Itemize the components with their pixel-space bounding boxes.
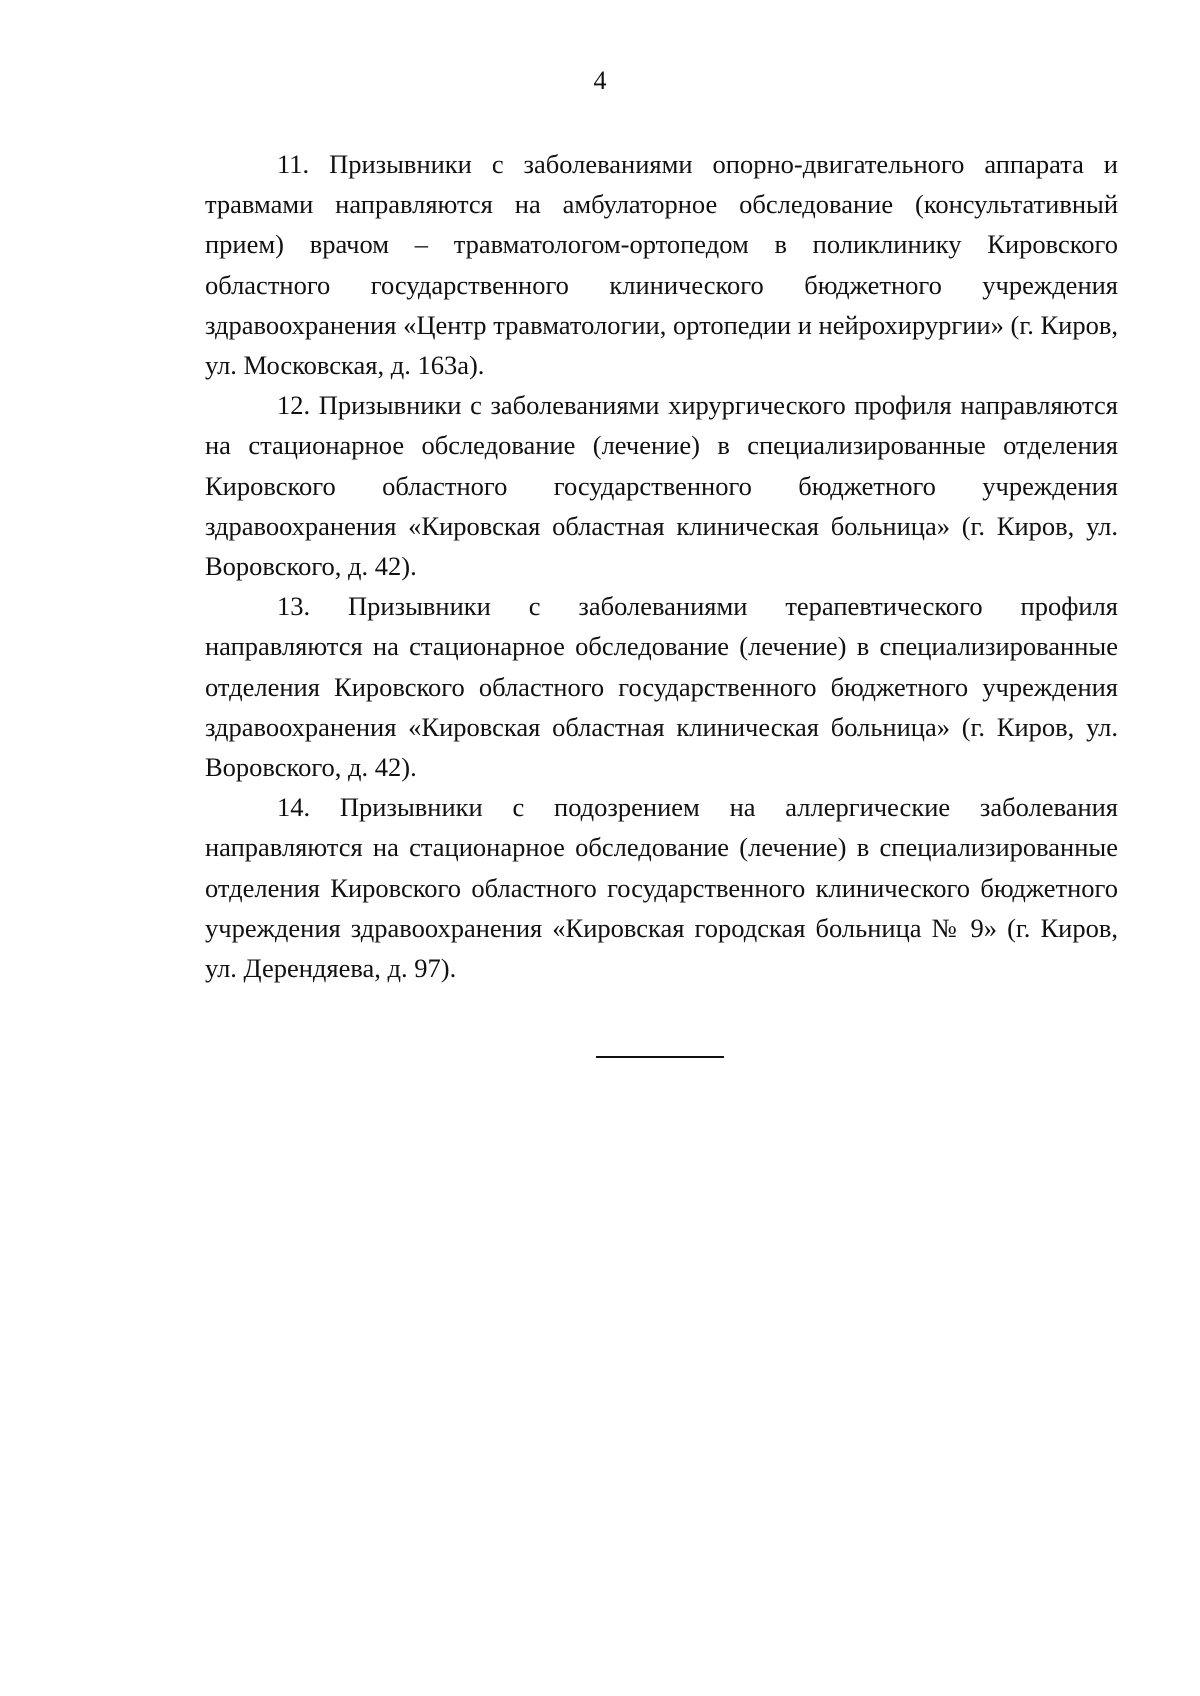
page-number: 4 — [593, 66, 607, 95]
document-body — [205, 144, 1118, 988]
paragraph-13: 13. Призывники с заболеваниями терапевтического профиля направляются на стационарное обследование (лечение) в специализированные отделения Кировского областного государственного бюджетного учреждения здравоохранения «Кировская областная клиническая больница» (г. Киров, ул. Воровского, д. 42). — [205, 591, 1118, 783]
paragraph-11: 11. Призывники с заболеваниями опорно-двигательного аппарата и травмами направляются на амбулаторное обследование (консультативный прием) врачом – травматологом-ортопедом в поликлинику Кировского областного государственного клинического бюджетного учреждения здравоохранения «Центр травматологии, ортопедии и нейрохирургии» (г. Киров, ул. Московская, д. 163а). — [205, 149, 1118, 381]
paragraph-12: 12. Призывники с заболеваниями хирургического профиля направляются на стационарное обследование (лечение) в специализированные отделения Кировского областного государственного бюджетного учреждения здравоохранения «Кировская областная клиническая больница» (г. Киров, ул. Воровского, д. 42). — [205, 390, 1118, 582]
end-divider-line — [596, 1056, 724, 1058]
paragraph-14: 14. Призывники с подозрением на аллергические заболевания направляются на стационарное обследование (лечение) в специализированные отделения Кировского областного государственного клинического бюджетного учреждения здравоохранения «Кировская городская больница № 9» (г. Киров, ул. Дерендяева, д. 97). — [205, 792, 1118, 984]
